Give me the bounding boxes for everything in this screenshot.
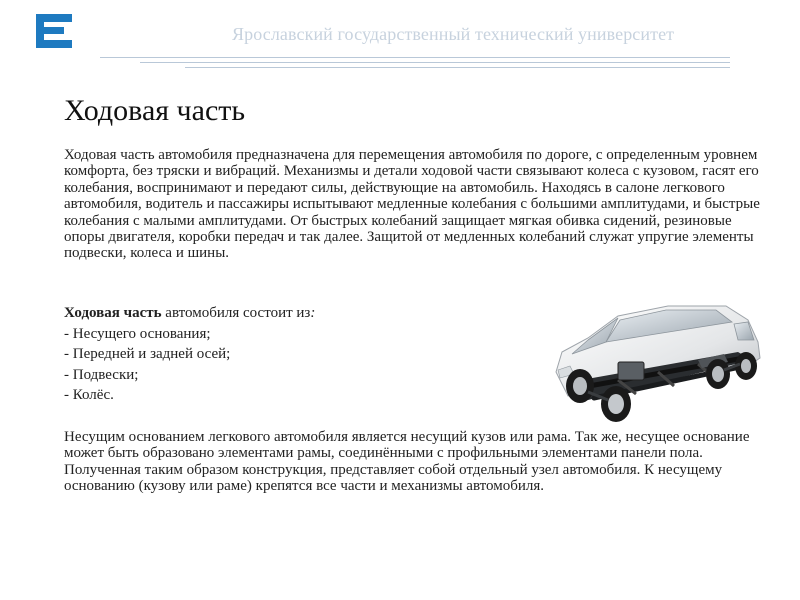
- slide-title: Ходовая часть: [64, 94, 246, 127]
- university-name: Ярославский государственный технический университет: [232, 24, 675, 44]
- list-intro-bold: Ходовая часть: [64, 305, 162, 321]
- header-divider: [100, 57, 730, 58]
- intro-paragraph: Ходовая часть автомобиля предназначена для перемещения автомобиля по дороге, с определенным уровнем комфорта, без тряски и вибраций. Механизмы и детали ходовой части связывают колеса с кузовом, гасят его колебания, воспринимают и передают силы, действующие на автомобиль. Находясь в салоне легкового автомобиля, водитель и пассажиры испытывают медленные колебания с большими амплитудами, и быстрые колебания с малыми амплитудами. От быстрых колебаний защищает мягкая обивка сидений, резиновые опоры двигателя, коробки передач и так далее. Защитой от медленных колебаний служат упругие элементы подвески, колеса и шины.: [64, 147, 760, 262]
- list-intro-text: автомобиля состоит из: [161, 305, 311, 321]
- list-item: - Колёс.: [64, 387, 114, 404]
- header-divider: [185, 67, 730, 68]
- university-logo-icon: [36, 14, 72, 48]
- list-item: - Несущего основания;: [64, 325, 211, 342]
- base-paragraph: Несущим основанием легкового автомобиля является несущий кузов или рама. Так же, несущее основание может быть образовано элементами рамы, соединёнными с профильными элементами панели пола. Полученная таким образом конструкция, представляет собой отдельный узел автомобиля. К несущему основанию (кузову или раме) крепятся все части и механизмы автомобиля.: [64, 429, 750, 495]
- header-divider: [140, 62, 730, 63]
- car-chassis-illustration: [548, 300, 770, 426]
- list-item: - Подвески;: [64, 366, 139, 383]
- list-intro-colon: :: [310, 305, 316, 321]
- list-item: - Передней и задней осей;: [64, 346, 231, 363]
